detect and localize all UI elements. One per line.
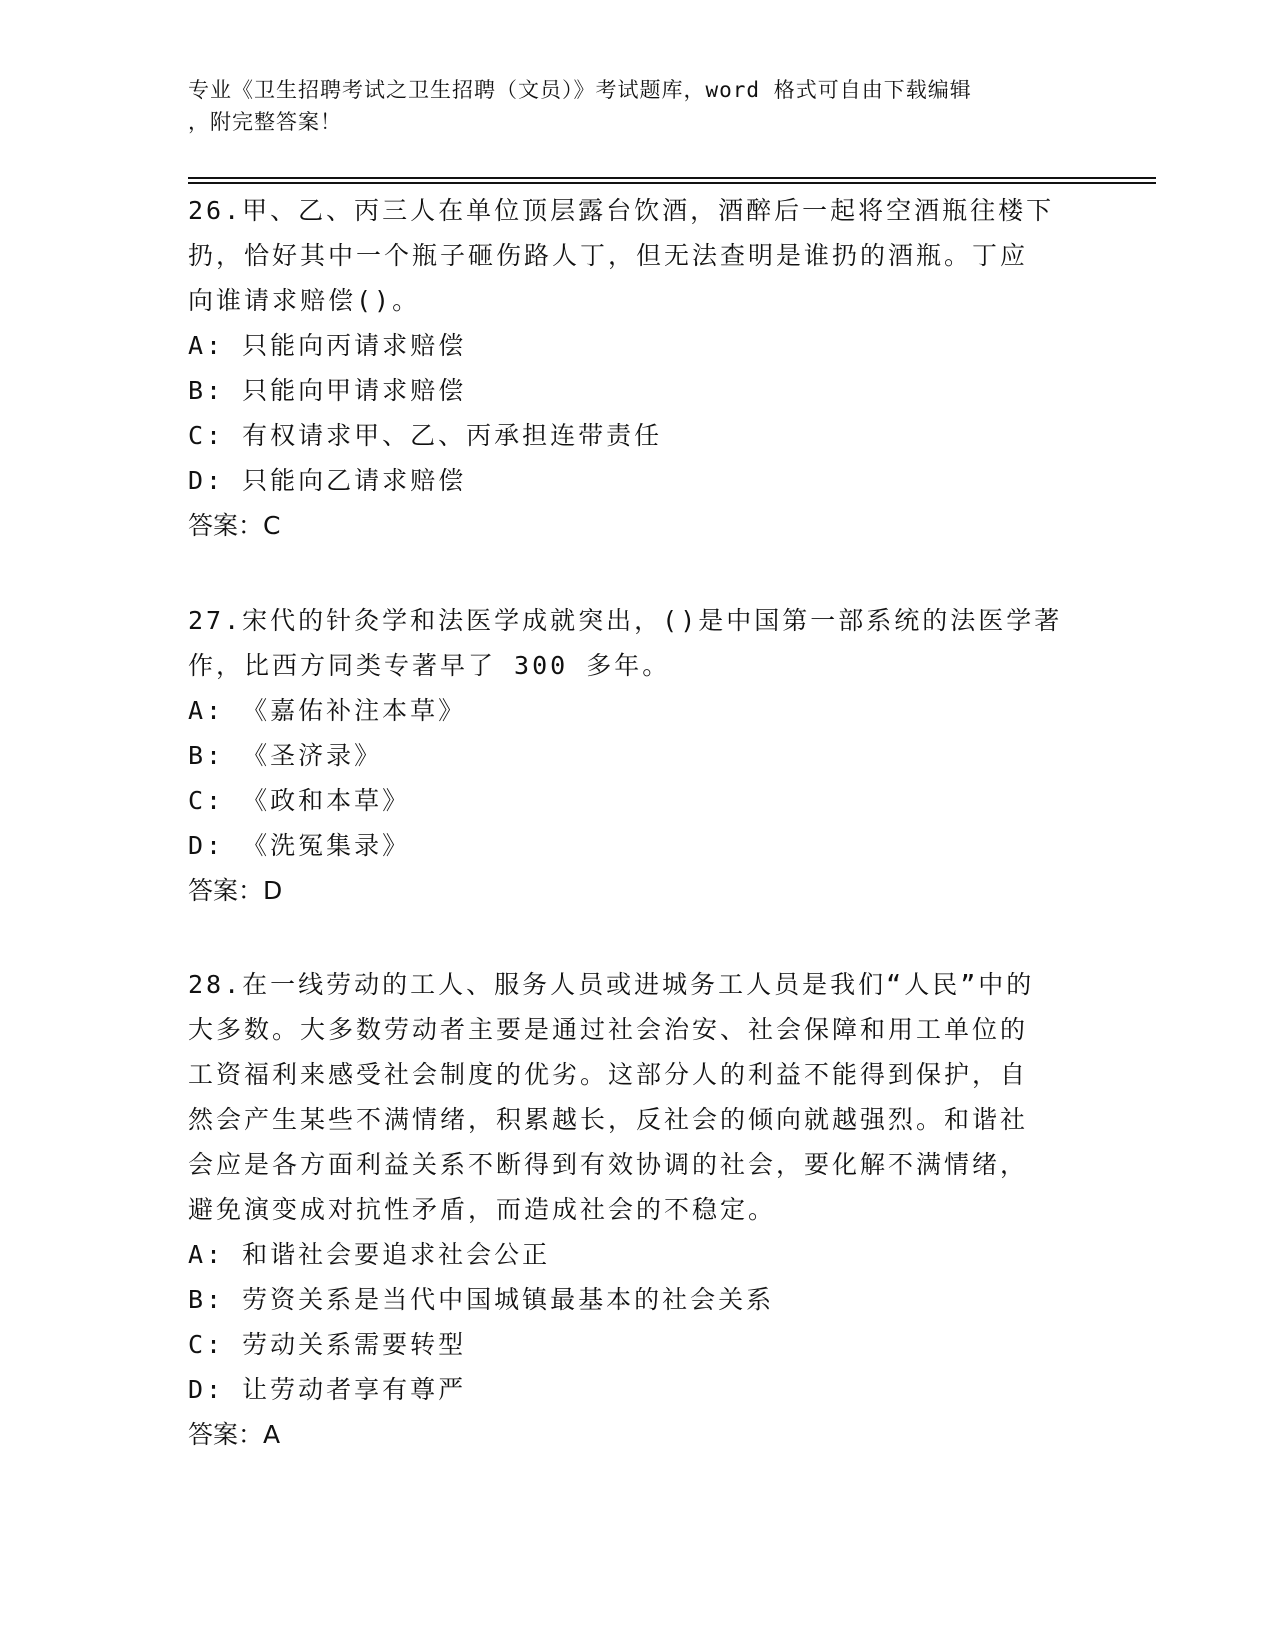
header-divider-bottom — [188, 182, 1156, 184]
question-28 — [188, 962, 1088, 1457]
option-b: B: 只能向甲请求赔偿 — [188, 376, 467, 405]
answer-line: 答案：A — [188, 1420, 281, 1449]
option-d: D: 只能向乙请求赔偿 — [188, 466, 467, 495]
document-header — [188, 74, 1068, 138]
option-c: C: 劳动关系需要转型 — [188, 1330, 467, 1359]
question-26 — [188, 188, 1088, 548]
answer-line: 答案：C — [188, 511, 281, 540]
option-d: D: 让劳动者享有尊严 — [188, 1375, 467, 1404]
header-line-1: 专业《卫生招聘考试之卫生招聘（文员）》考试题库，word 格式可自由下载编辑 — [188, 78, 972, 102]
option-c: C: 《政和本草》 — [188, 786, 411, 815]
option-b: B: 劳资关系是当代中国城镇最基本的社会关系 — [188, 1285, 775, 1314]
answer-line: 答案：D — [188, 876, 283, 905]
header-divider-top — [188, 177, 1156, 179]
question-text: 28.在一线劳动的工人、服务人员或进城务工人员是我们“人民”中的 大多数。大多数劳动者主要是通过社会治安、社会保障和用工单位的 工资福利来感受社会制度的优劣。这部分人的利益不能得到保护，自 然会产生某些不满情绪，积累越长，反社会的倾向就越强烈。和谐社 会应是各方面利益关系不断得到有效协调的社会，要化解不满情绪， 避免演变成对抗性矛盾，而造成社会的不稳定。 — [188, 970, 1035, 1224]
option-c: C: 有权请求甲、乙、丙承担连带责任 — [188, 421, 663, 450]
option-b: B: 《圣济录》 — [188, 741, 383, 770]
question-27 — [188, 598, 1088, 913]
question-text: 27.宋代的针灸学和法医学成就突出，()是中国第一部系统的法医学著 作，比西方同类专著早了 300 多年。 — [188, 606, 1063, 680]
option-a: A: 《嘉佑补注本草》 — [188, 696, 467, 725]
option-d: D: 《洗冤集录》 — [188, 831, 411, 860]
header-line-2: ，附完整答案！ — [188, 110, 342, 134]
option-a: A: 只能向丙请求赔偿 — [188, 331, 467, 360]
question-text: 26.甲、乙、丙三人在单位顶层露台饮酒，酒醉后一起将空酒瓶往楼下 扔，恰好其中一个瓶子砸伤路人丁，但无法查明是谁扔的酒瓶。丁应 向谁请求赔偿()。 — [188, 196, 1055, 315]
option-a: A: 和谐社会要追求社会公正 — [188, 1240, 551, 1269]
